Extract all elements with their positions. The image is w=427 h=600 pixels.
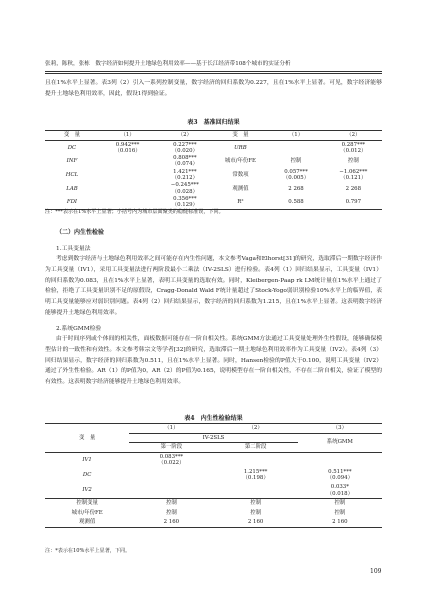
t3-d2-2-line-0: −1.062*** <box>339 168 368 175</box>
t3-c1-1 <box>99 154 156 168</box>
t3-c2-1-line-1: （0.074） <box>171 161 198 168</box>
t4-c1-2 <box>129 483 213 499</box>
table4-note: 注：*表示在10%水平上显著，下同。 <box>45 548 131 554</box>
t3-c2-0-line-0: 0.227*** <box>173 142 197 148</box>
t4-sum-1-1: 控制 <box>165 509 177 516</box>
t4-c1-0 <box>129 452 213 468</box>
t3-c2-4-line-1: （0.129） <box>171 202 198 209</box>
t4-sum-0-2: 控制 <box>214 499 298 509</box>
t3-c2-3-line-1: （0.028） <box>171 188 198 195</box>
t4-iv-2sls-group: IV-2SLS <box>129 433 298 443</box>
t3-header-col1: （1） <box>99 131 156 141</box>
table-row <box>45 452 382 468</box>
table-row <box>45 483 382 499</box>
table-row <box>45 468 382 484</box>
t3-d1-2-line-1: （0.005） <box>282 174 310 181</box>
t3-var-2: HCL <box>65 171 79 178</box>
t3-c1-0-line-0: 0.942*** <box>115 142 140 148</box>
t4-var-0: IV1 <box>82 456 92 463</box>
t3-var2-2: 常数项 <box>232 171 249 178</box>
t4-c3-2-line-1: （0.018） <box>326 490 353 497</box>
t3-c1-0-line-1: （0.016） <box>114 148 141 155</box>
t4-c3-2 <box>298 483 382 499</box>
t4-sum-2-1: 2 160 <box>163 518 180 525</box>
page-number: 109 <box>370 568 382 575</box>
table-row <box>45 140 382 154</box>
t4-c2-0 <box>214 452 298 468</box>
t3-var-1: INF <box>66 158 78 165</box>
table-row <box>45 518 382 528</box>
t4-sum-1-3: 控制 <box>334 509 346 516</box>
t3-c2-1-line-0: 0.808*** <box>173 155 197 162</box>
t4-c2-1-line-1: （0.198） <box>242 475 269 482</box>
t4-c1-0-line-0: 0.083*** <box>159 453 184 460</box>
t4-stage1: 第一阶段 <box>129 443 213 453</box>
t3-d2-0 <box>325 140 382 154</box>
table-row <box>45 182 382 196</box>
t4-sum-2-2: 2 160 <box>247 518 264 525</box>
t4-c3-1 <box>298 468 382 484</box>
section-heading-endogeneity: （二）内生性检验 <box>56 229 105 236</box>
t3-header-var: 变 量 <box>45 131 99 141</box>
t4-c3-0 <box>298 452 382 468</box>
t4-c1-1 <box>129 468 213 484</box>
t3-c2-0-line-1: （0.020） <box>171 148 198 155</box>
t4-sum-0-0: 控制变量 <box>45 499 129 509</box>
t4-c2-1 <box>214 468 298 484</box>
t4-sum-2-3: 2 160 <box>332 518 348 525</box>
t4-c1-0-line-1: （0.022） <box>158 460 185 466</box>
t4-sum-2-0: 观测值 <box>79 518 96 525</box>
t3-d1-1: 控制 <box>290 158 302 165</box>
header-rule-thin <box>45 73 382 74</box>
t3-var2-4: R² <box>237 198 244 205</box>
subsection-iv-method: 1.工具变量法 <box>56 246 91 252</box>
t4-sum-0-1: 控制 <box>129 499 213 509</box>
t3-header-col2b: （2） <box>325 131 382 141</box>
t4-sum-0-3: 控制 <box>298 499 382 509</box>
t3-var2-0: URB <box>234 145 247 152</box>
t3-c1-3 <box>99 182 156 196</box>
t3-d1-0 <box>267 140 324 154</box>
t3-c2-2-line-1: （0.212） <box>171 174 198 181</box>
t4-c3-2-line-0: 0.033* <box>330 484 349 491</box>
table3-caption: 表3 基准回归结果 <box>187 119 240 126</box>
t4-col3: （3） <box>298 424 382 434</box>
t3-d2-3: 2 268 <box>345 185 362 192</box>
subsection-system-gmm: 2.系统GMM检验 <box>56 326 102 332</box>
t3-header-col1b: （1） <box>267 131 324 141</box>
t3-d1-4: 0.588 <box>288 198 304 205</box>
t3-c1-0 <box>99 140 156 154</box>
table3-baseline-regression <box>45 130 382 210</box>
table-row <box>45 508 382 518</box>
table3-note: 注：***表示在1%水平上显著；小括号内为城市层面聚类的稳健标准误，下同。 <box>45 209 224 215</box>
paragraph-conclusion: 且在1%水平上显著。表3列（2）引入一系列控制变量，数字经济的回归系数为0.227，且在1%水平上显著。可见，数字经济能够提升土地绿色利用效率，因此，假设1得到验证。 <box>45 80 382 97</box>
t3-c2-1 <box>156 154 213 168</box>
t4-col1: （1） <box>129 424 213 434</box>
t4-gmm-header: 系统GMM <box>298 433 382 452</box>
paragraph-system-gmm: 由于时间序列或个体间的相关性，面板数据可能存在一阶自相关性。系统GMM方法通过工具变量处理外生性假设，能够确保模型估计的一致性和有效性。本文参考韩宗文等学者[32]的研究，选取滞后一期土地绿色利用效率作为工具变量（IV2）。表4列（3）回归结果显示，数字经济的回归系数为0.511，且在1%水平上显著。同时，Hansen检验的P值大于0.100，说明工具变量（IV2）通过了外生性检验。AR（1）的P值为0，AR（2）的P值为0.165，说明模型存在一阶自相关性，不存在二阶自相关，验证了模型的有效性。这表明数字经济能够提升土地绿色利用效率。 <box>45 336 382 386</box>
t3-c2-0 <box>156 140 213 154</box>
table4-caption: 表4 内生性检验结果 <box>184 415 243 422</box>
t3-d2-0-line-0: 0.287*** <box>341 142 366 148</box>
t4-stage2: 第二阶段 <box>214 443 298 453</box>
running-header: 张莉，陈秋，张栋 数字经济如何提升土地绿色利用效率——基于长江经济带108个城市的实证分析 <box>45 61 291 67</box>
t4-header-var: 变 量 <box>45 424 129 453</box>
t3-d2-4: 0.797 <box>345 198 362 205</box>
t4-c3-1-line-0: 0.511*** <box>328 469 352 476</box>
t3-d2-2-line-1: （0.121） <box>340 174 367 181</box>
t3-d2-2 <box>325 168 382 182</box>
t3-c2-3 <box>156 182 213 196</box>
t3-var-0: DC <box>67 145 77 152</box>
t3-c2-2 <box>156 168 213 182</box>
t3-var2-1: 城市/年份FE <box>224 158 256 165</box>
t3-d2-0-line-1: （0.012） <box>340 148 367 155</box>
t4-sum-1-0: 城市/年份FE <box>71 509 103 516</box>
t3-var2-3: 观测值 <box>232 185 249 192</box>
table-row <box>45 499 382 509</box>
paragraph-iv-2sls: 考虑到数字经济与土地绿色利用效率之间可能存在内生性问题，本文参考Vaga和Elhorst[31]的研究，选取滞后一期数字经济作为工具变量（IV1），采用工具变量法进行两阶段最小二乘法（IV-2SLS）进行检验。表4列（1）回归结果显示，工具变量（IV1）的回归系数为0.083，且在1%水平上显著，表明工具变量的选取有效。同时，Kleibergen-Paap rk LM统计量在1%水平上通过了检验，拒绝了工具变量识别不足的原假设，Cragg-Donald Wald F统计量超过了Stock-Yogo弱识别检验10%水平上的临界值，表明工具变量能够应对弱识别问题。表4列（2）回归结果显示，数字经济的回归系数为1.215，且在1%水平上显著。这表明数字经济能够提升土地绿色利用效率。 <box>45 256 382 316</box>
t4-c2-2 <box>214 483 298 499</box>
t3-var-4: FDI <box>66 198 78 205</box>
t3-d1-3: 2 268 <box>288 185 304 192</box>
t4-var-1: DC <box>82 472 92 479</box>
t3-header-col2: （2） <box>156 131 213 141</box>
table-row <box>45 168 382 182</box>
t3-c2-3-line-0: −0.245*** <box>170 182 199 189</box>
t3-c2-4-line-0: 0.356*** <box>173 195 197 202</box>
t4-col2: （2） <box>214 424 298 434</box>
table-row <box>45 154 382 168</box>
t3-d1-2-line-0: 0.057*** <box>284 168 308 175</box>
t3-var-3: LAB <box>66 185 78 192</box>
table4-endogeneity-results <box>45 423 382 528</box>
t3-c1-2 <box>99 168 156 182</box>
t3-c2-2-line-0: 1.421*** <box>173 168 197 175</box>
t3-d2-1: 控制 <box>347 158 359 165</box>
t4-c3-1-line-1: （0.094） <box>326 475 353 482</box>
t4-sum-1-2: 控制 <box>250 509 262 516</box>
t3-header-var2: 变 量 <box>213 131 267 141</box>
t4-var-2: IV2 <box>82 487 92 494</box>
t4-c2-1-line-0: 1.215*** <box>243 469 268 476</box>
t3-d1-2 <box>267 168 324 182</box>
